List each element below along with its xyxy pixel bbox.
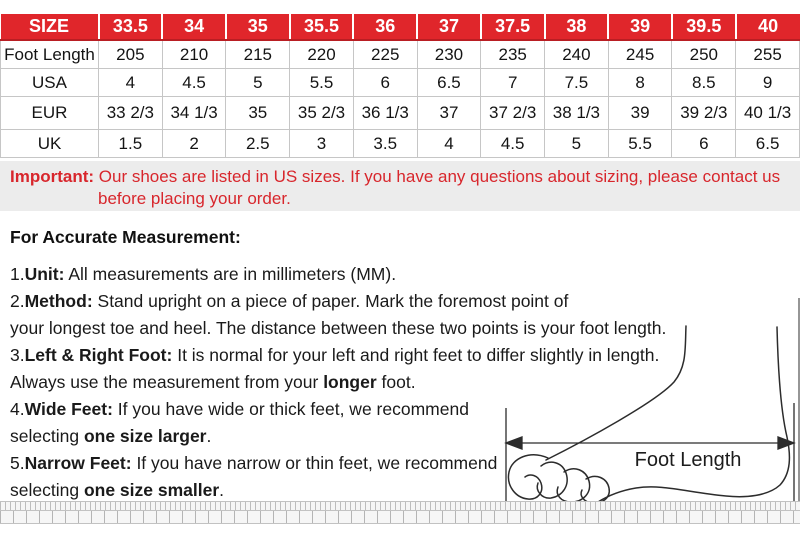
size-value-cell: 5 bbox=[545, 130, 609, 158]
size-value-cell: 255 bbox=[736, 40, 800, 69]
size-value-cell: 3.5 bbox=[353, 130, 417, 158]
table-row bbox=[1, 69, 800, 97]
ruler-fine-ticks bbox=[0, 501, 800, 510]
size-value-cell: 35 bbox=[226, 97, 290, 130]
size-value-cell: 6 bbox=[672, 130, 736, 158]
size-value-cell: 240 bbox=[545, 40, 609, 69]
measurement-line: 1.Unit: All measurements are in millimeters (MM). bbox=[10, 264, 397, 284]
size-value-header: 34 bbox=[162, 14, 226, 40]
size-value-header: 36 bbox=[353, 14, 417, 40]
size-value-header: 40 bbox=[736, 14, 800, 40]
size-value-cell: 2.5 bbox=[226, 130, 290, 158]
size-value-cell: 245 bbox=[608, 40, 672, 69]
measurement-line: 5.Narrow Feet: If you have narrow or thin feet, we recommend bbox=[10, 453, 498, 473]
size-value-header: 35.5 bbox=[290, 14, 354, 40]
important-notice bbox=[0, 161, 800, 211]
row-label-cell: Foot Length bbox=[1, 40, 99, 69]
size-value-cell: 6.5 bbox=[417, 69, 481, 97]
size-value-header: 37.5 bbox=[481, 14, 545, 40]
size-value-cell: 35 2/3 bbox=[290, 97, 354, 130]
size-value-header: 38 bbox=[545, 14, 609, 40]
row-label-cell: UK bbox=[1, 130, 99, 158]
size-value-header: 39 bbox=[608, 14, 672, 40]
size-value-cell: 38 1/3 bbox=[545, 97, 609, 130]
row-label-cell: USA bbox=[1, 69, 99, 97]
notice-body-text: Our shoes are listed in US sizes. If you have any questions about sizing, please contact us before placing your order. bbox=[98, 167, 781, 208]
size-value-cell: 7 bbox=[481, 69, 545, 97]
measurement-line: 4.Wide Feet: If you have wide or thick feet, we recommend bbox=[10, 399, 469, 419]
size-value-header: 35 bbox=[226, 14, 290, 40]
measurement-line: selecting one size smaller. bbox=[10, 480, 225, 500]
foot-length-label: Foot Length bbox=[634, 449, 742, 471]
ruler bbox=[0, 501, 800, 524]
size-value-cell: 225 bbox=[353, 40, 417, 69]
size-value-cell: 4 bbox=[99, 69, 163, 97]
size-value-cell: 7.5 bbox=[545, 69, 609, 97]
size-value-cell: 250 bbox=[672, 40, 736, 69]
table-row bbox=[1, 97, 800, 130]
size-value-cell: 36 1/3 bbox=[353, 97, 417, 130]
size-value-cell: 4.5 bbox=[481, 130, 545, 158]
size-value-header: 39.5 bbox=[672, 14, 736, 40]
size-value-cell: 34 1/3 bbox=[162, 97, 226, 130]
size-value-cell: 220 bbox=[290, 40, 354, 69]
size-value-cell: 215 bbox=[226, 40, 290, 69]
size-value-cell: 8.5 bbox=[672, 69, 736, 97]
table-row bbox=[1, 130, 800, 158]
size-value-cell: 37 2/3 bbox=[481, 97, 545, 130]
measurement-line: 2.Method: Stand upright on a piece of paper. Mark the foremost point of bbox=[10, 291, 569, 311]
size-chart-table bbox=[0, 14, 800, 158]
measurement-heading: For Accurate Measurement: bbox=[10, 227, 241, 247]
size-value-cell: 1.5 bbox=[99, 130, 163, 158]
measurement-line: 3.Left & Right Foot: It is normal for your left and right feet to differ slightly in length. bbox=[10, 345, 660, 365]
size-value-cell: 5.5 bbox=[608, 130, 672, 158]
size-value-cell: 39 2/3 bbox=[672, 97, 736, 130]
ruler-coarse-ticks bbox=[0, 510, 800, 524]
size-value-cell: 39 bbox=[608, 97, 672, 130]
size-value-cell: 5 bbox=[226, 69, 290, 97]
row-label-cell: EUR bbox=[1, 97, 99, 130]
size-value-cell: 3 bbox=[290, 130, 354, 158]
size-value-header: 33.5 bbox=[99, 14, 163, 40]
table-row bbox=[1, 40, 800, 69]
size-value-cell: 8 bbox=[608, 69, 672, 97]
size-value-cell: 210 bbox=[162, 40, 226, 69]
size-value-cell: 6 bbox=[353, 69, 417, 97]
measurement-instructions bbox=[10, 227, 790, 504]
measurement-line: your longest toe and heel. The distance between these two points is your foot length. bbox=[10, 318, 667, 338]
size-value-cell: 205 bbox=[99, 40, 163, 69]
size-value-cell: 33 2/3 bbox=[99, 97, 163, 130]
size-value-cell: 6.5 bbox=[736, 130, 800, 158]
important-label: Important: bbox=[10, 167, 95, 186]
size-value-cell: 4 bbox=[417, 130, 481, 158]
size-value-cell: 37 bbox=[417, 97, 481, 130]
size-value-cell: 4.5 bbox=[162, 69, 226, 97]
table-header-row bbox=[1, 14, 800, 40]
size-header-cell: SIZE bbox=[1, 14, 99, 40]
measurement-lines bbox=[10, 261, 790, 504]
size-value-cell: 235 bbox=[481, 40, 545, 69]
size-value-cell: 40 1/3 bbox=[736, 97, 800, 130]
size-value-cell: 9 bbox=[736, 69, 800, 97]
size-value-cell: 230 bbox=[417, 40, 481, 69]
measurement-line: selecting one size larger. bbox=[10, 426, 212, 446]
size-value-cell: 2 bbox=[162, 130, 226, 158]
size-value-cell: 5.5 bbox=[290, 69, 354, 97]
measurement-line: Always use the measurement from your longer foot. bbox=[10, 372, 416, 392]
important-notice-text bbox=[0, 161, 800, 210]
size-value-header: 37 bbox=[417, 14, 481, 40]
